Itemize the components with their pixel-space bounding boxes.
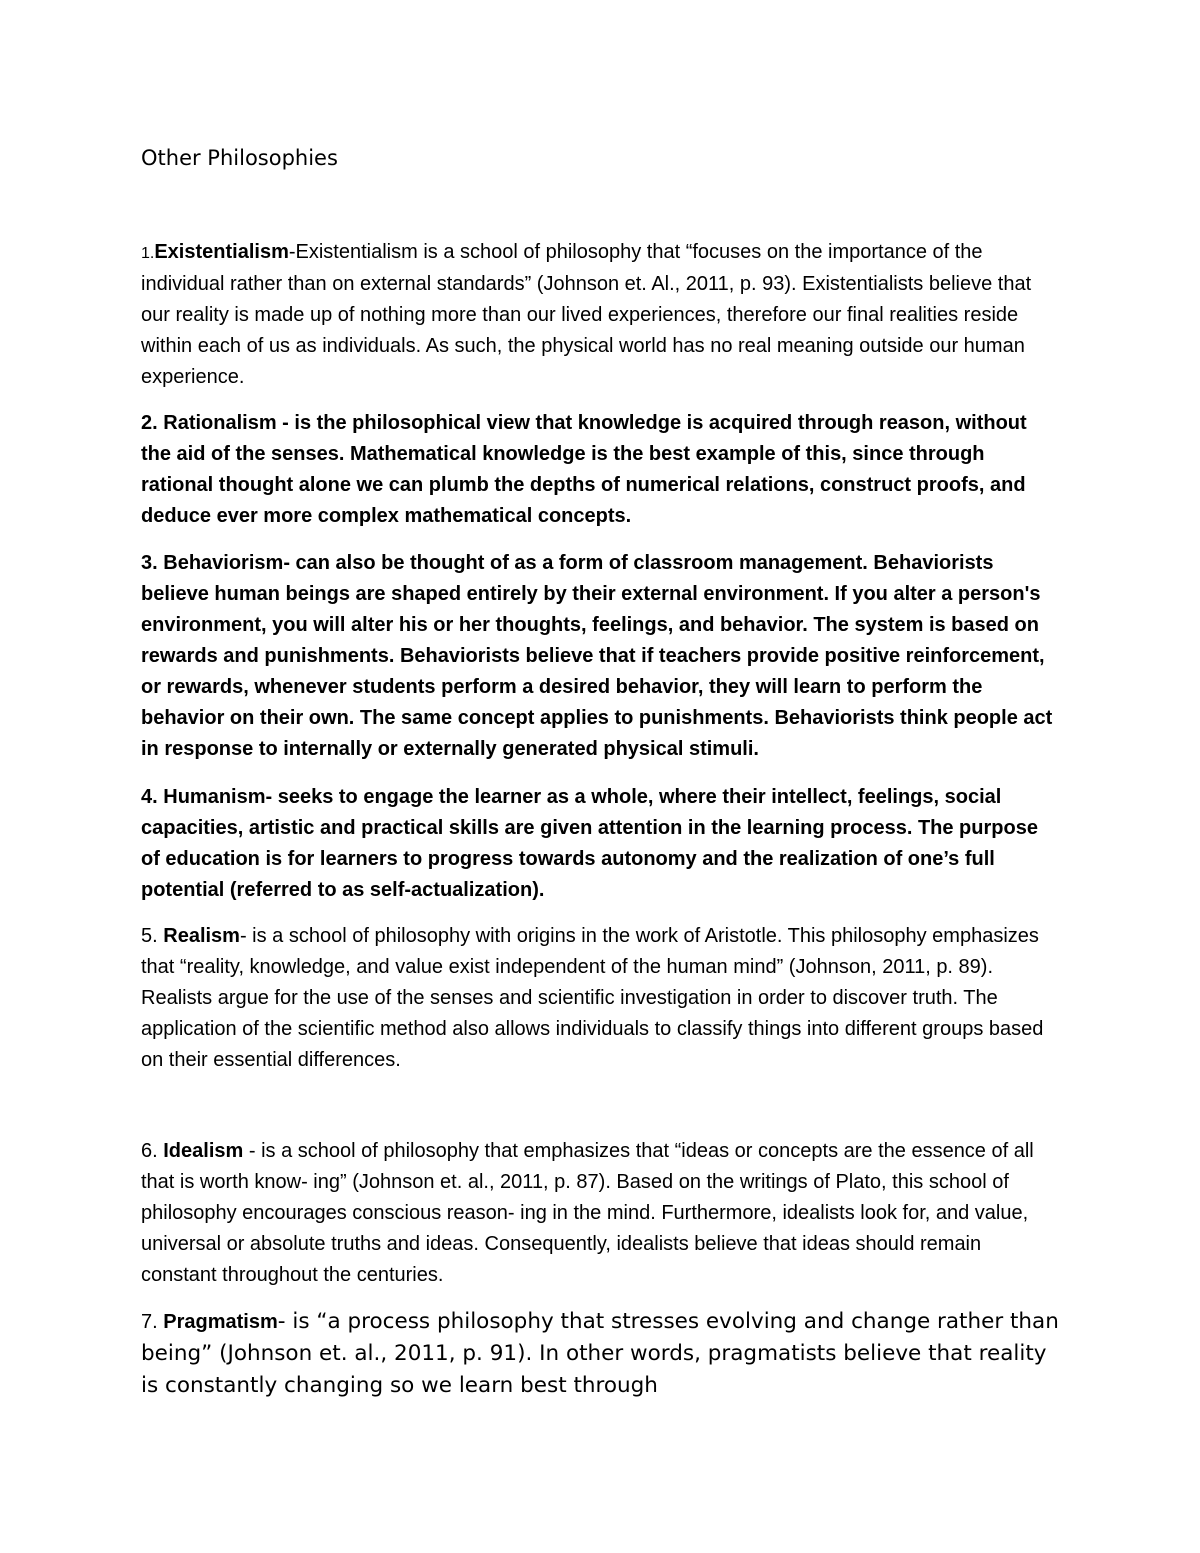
section-text: -Existentialism is a school of philosophy that “focuses on the importance of the individual rather than on external standards” (Johnson et. Al., 2011, p. 93). Existentialists believe that our reality is made up of nothing more than our lived experiences, therefore our final realities reside within each of us as individuals. As such, the physical world has no real meaning outside our human experience. <box>141 241 1032 388</box>
section-number: 5. <box>141 925 164 947</box>
section-term: Idealism <box>163 1140 244 1162</box>
section-rationalism <box>141 408 1061 532</box>
section-number: 1. <box>141 245 155 262</box>
section-term: Humanism <box>163 786 266 808</box>
section-realism <box>141 921 1061 1076</box>
section-term: Existentialism <box>154 241 289 263</box>
section-text: - is the philosophical view that knowledge is acquired through reason, without the aid of the senses. Mathematical knowledge is the best example of this, since through rational thought alone we can plumb the depths of numerical relations, construct proofs, and deduce ever more complex mathematical concepts. <box>141 412 1027 527</box>
section-humanism <box>141 782 1061 906</box>
section-term: Pragmatism <box>163 1311 278 1333</box>
section-text: - is “a process philosophy that stresses evolving and change rather than being” (Johnson et. al., 2011, p. 91). In other words, pragmatists believe that reality is constantly changing so we learn best through <box>141 1309 1059 1398</box>
section-text: - can also be thought of as a form of classroom management. Behaviorists believe human beings are shaped entirely by their external environment. If you alter a person's environment, you will alter his or her thoughts, feelings, and behavior. The system is based on rewards and punishments. Behaviorists believe that if teachers provide positive reinforcement, or rewards, whenever students perform a desired behavior, they will learn to perform the behavior on their own. The same concept applies to punishments. Behaviorists think people act in response to internally or externally generated physical stimuli. <box>141 552 1053 760</box>
section-number: 3. <box>141 552 164 574</box>
section-text: - is a school of philosophy that emphasizes that “ideas or concepts are the essence of all that is worth know- ing” (Johnson et. al., 2011, p. 87). Based on the writings of Plato, this school of philosophy encourages conscious reason- ing in the mind. Furthermore, idealists look for, and value, universal or absolute truths and ideas. Consequently, idealists believe that ideas should remain constant throughout the centuries. <box>141 1140 1034 1286</box>
section-number: 7. <box>141 1311 164 1333</box>
section-idealism <box>141 1136 1061 1291</box>
section-existentialism <box>141 237 1061 393</box>
section-number: 4. <box>141 786 164 808</box>
section-term: Realism <box>163 925 240 947</box>
section-text: - is a school of philosophy with origins in the work of Aristotle. This philosophy emphasizes that “reality, knowledge, and value exist independent of the human mind” (Johnson, 2011, p. 89). Realists argue for the use of the senses and scientific investigation in order to discover truth. The application of the scientific method also allows individuals to classify things into different groups based on their essential differences. <box>141 925 1044 1071</box>
document-title: Other Philosophies <box>141 146 338 170</box>
section-number: 2. <box>141 412 164 434</box>
section-number: 6. <box>141 1140 164 1162</box>
section-pragmatism <box>141 1306 1061 1402</box>
section-behaviorism <box>141 548 1061 765</box>
section-term: Rationalism <box>163 412 277 434</box>
section-text: - seeks to engage the learner as a whole, where their intellect, feelings, social capacities, artistic and practical skills are given attention in the learning process. The purpose of education is for learners to progress towards autonomy and the realization of one’s full potential (referred to as self-actualization). <box>141 786 1038 901</box>
section-term: Behaviorism <box>163 552 284 574</box>
